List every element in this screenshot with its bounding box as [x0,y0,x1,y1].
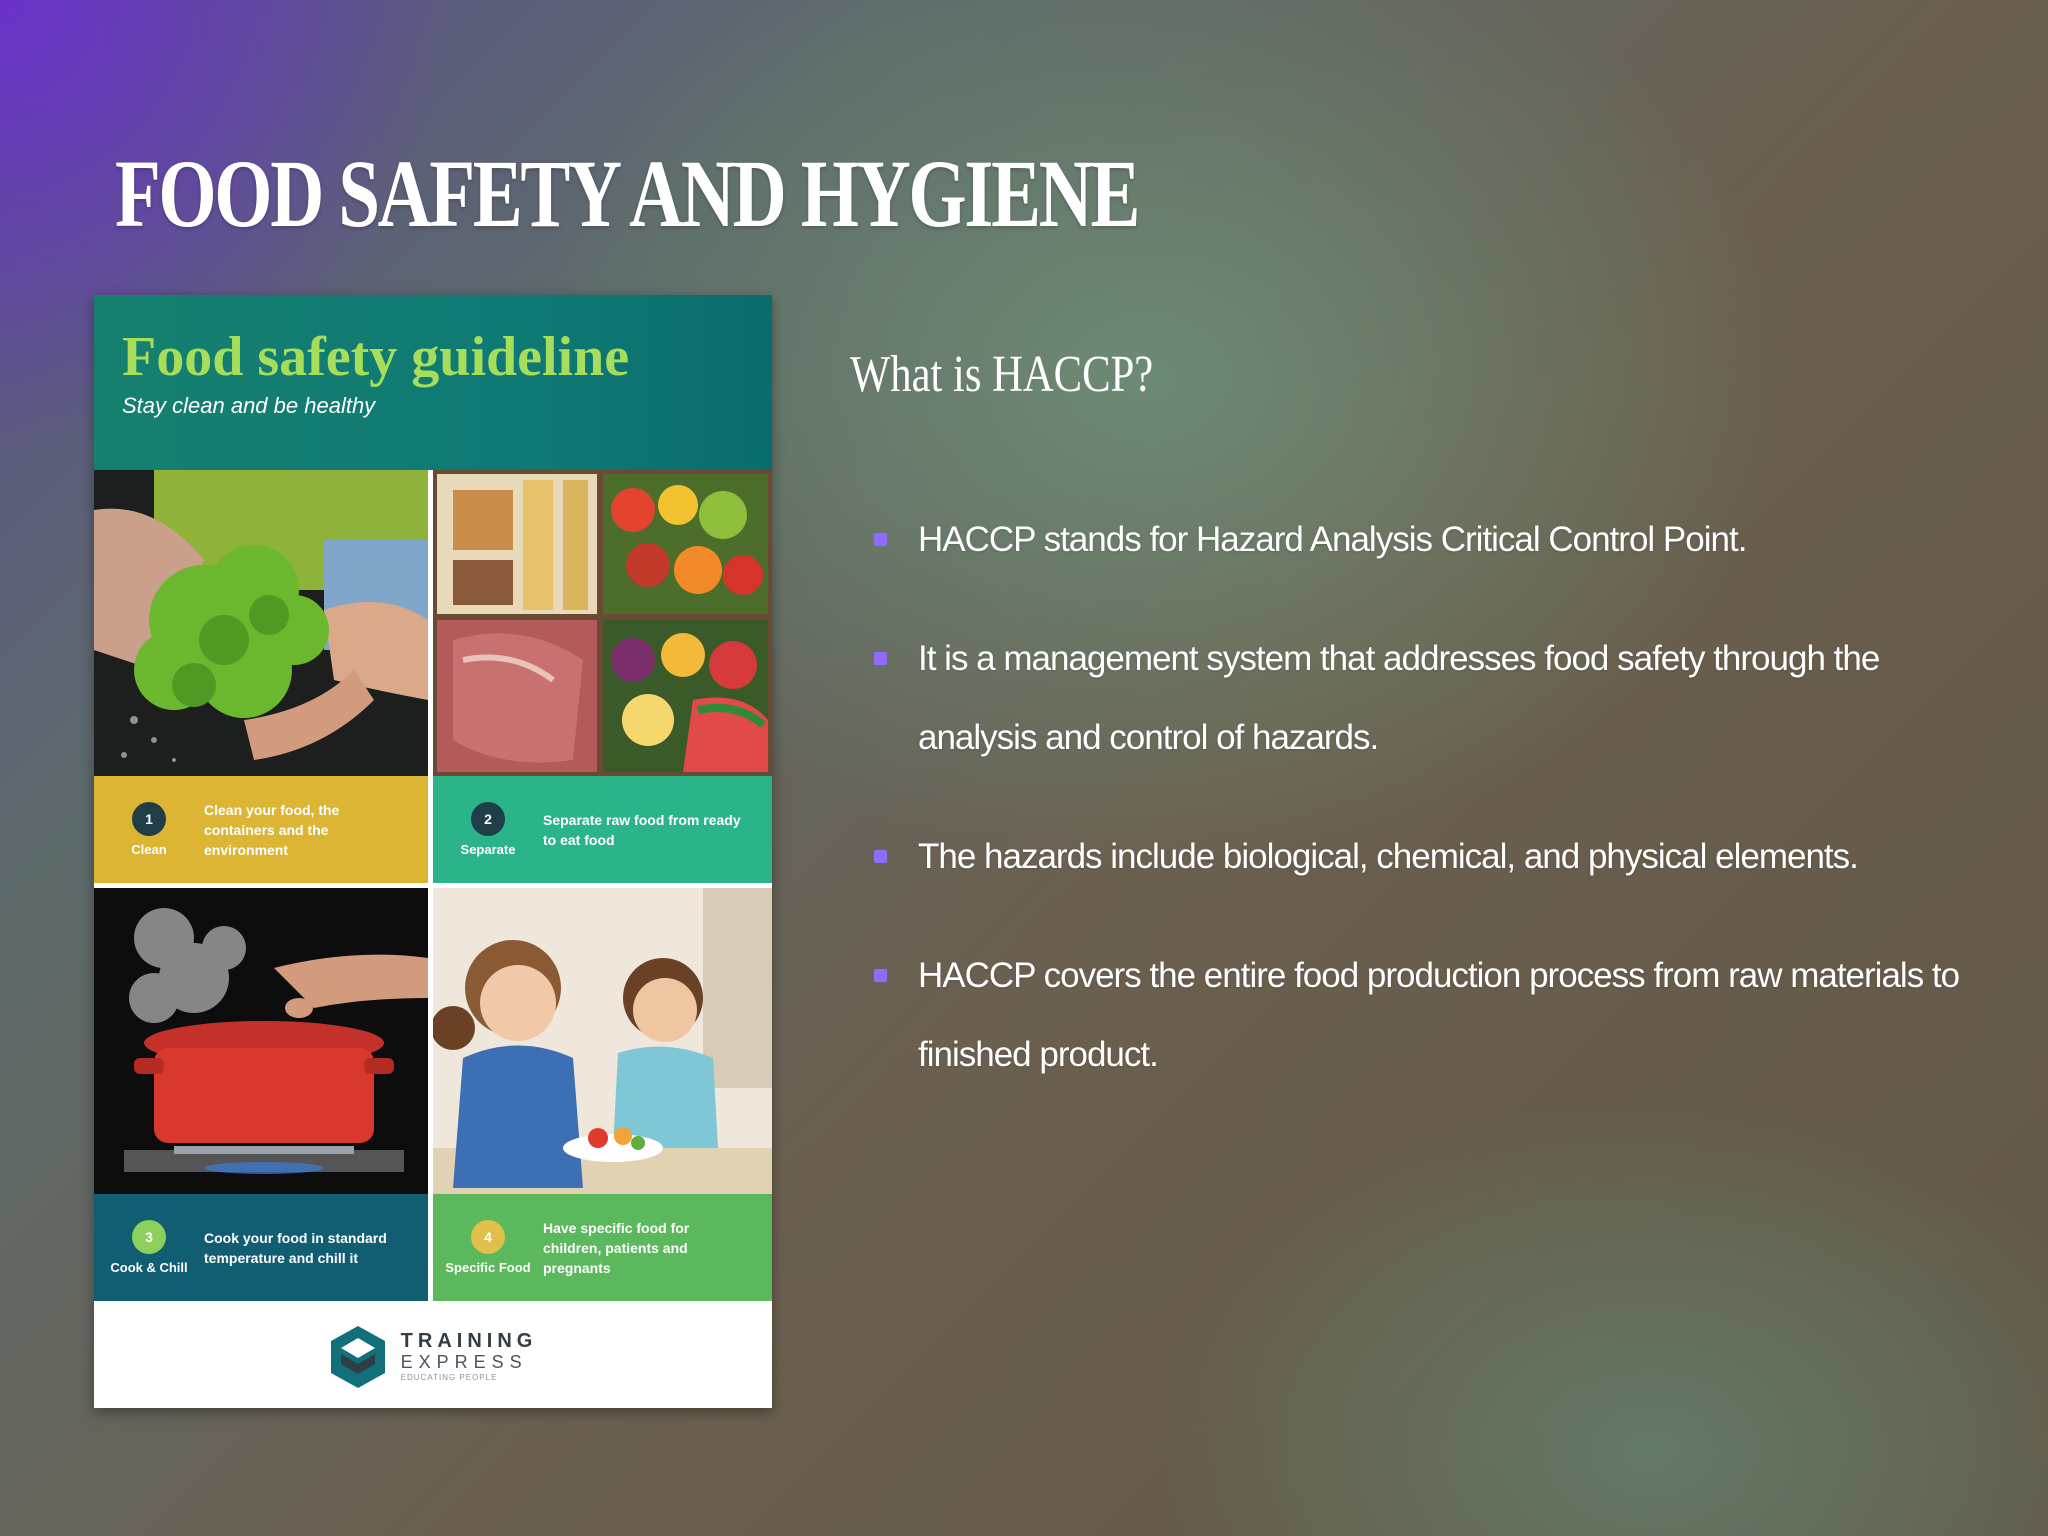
food-safety-poster [94,295,772,1408]
training-express-logo [94,1305,772,1408]
step-description: Clean your food, the containers and the environment [204,801,340,858]
bullet-item [872,500,1982,579]
section-heading: What is HACCP? [850,346,1154,403]
bullet-marker-icon [874,969,887,982]
bullet-marker-icon [874,652,887,665]
bullet-text: The hazards include biological, chemical, and physical elements. [918,837,1858,876]
bullet-item [872,619,1982,777]
poster-subtitle: Stay clean and be healthy [122,393,376,418]
slide-title: FOOD SAFETY AND HYGIENE [115,140,1139,247]
bullet-item [872,817,1982,896]
step-card-separate [433,776,772,883]
logo-line-2: EXPRESS [400,1352,528,1372]
step-card-clean [94,776,428,883]
bullet-marker-icon [874,850,887,863]
step-number-badge: 1 [132,802,166,836]
step-label: Separate [460,842,516,857]
bullet-marker-icon [874,533,887,546]
poster-header [94,295,772,470]
bullet-text: HACCP stands for Hazard Analysis Critical Control Point. [918,520,1747,559]
step-number-badge: 4 [471,1220,505,1254]
separated-foods-photo [433,470,772,776]
bullet-text: It is a management system that addresses food safety through the analysis and control of hazards. [918,639,1880,757]
step-description: Have specific food for children, patients and pregnants [543,1219,690,1276]
bullet-list [872,500,1982,1134]
step-label: Specific Food [445,1260,531,1275]
step-description: Separate raw food from ready to eat food [543,811,741,848]
cooking-pot-photo [94,888,428,1194]
step-number-badge: 2 [471,802,505,836]
step-label: Cook & Chill [110,1260,188,1275]
training-express-logo-icon [329,1324,387,1390]
step-label: Clean [131,842,167,857]
poster-title: Food safety guideline [122,326,630,388]
step-card-specific-food [433,1194,772,1301]
logo-line-1: TRAINING [400,1330,538,1352]
step-number-badge: 3 [132,1220,166,1254]
children-eating-photo [433,888,772,1194]
bullet-item [872,936,1982,1094]
logo-tagline: EDUCATING PEOPLE [400,1373,498,1382]
lettuce-washing-photo [94,470,428,776]
bullet-text: HACCP covers the entire food production process from raw materials to finished product. [918,956,1960,1074]
step-description: Cook your food in standard temperature and chill it [204,1229,387,1266]
step-card-cook-chill [94,1194,428,1301]
